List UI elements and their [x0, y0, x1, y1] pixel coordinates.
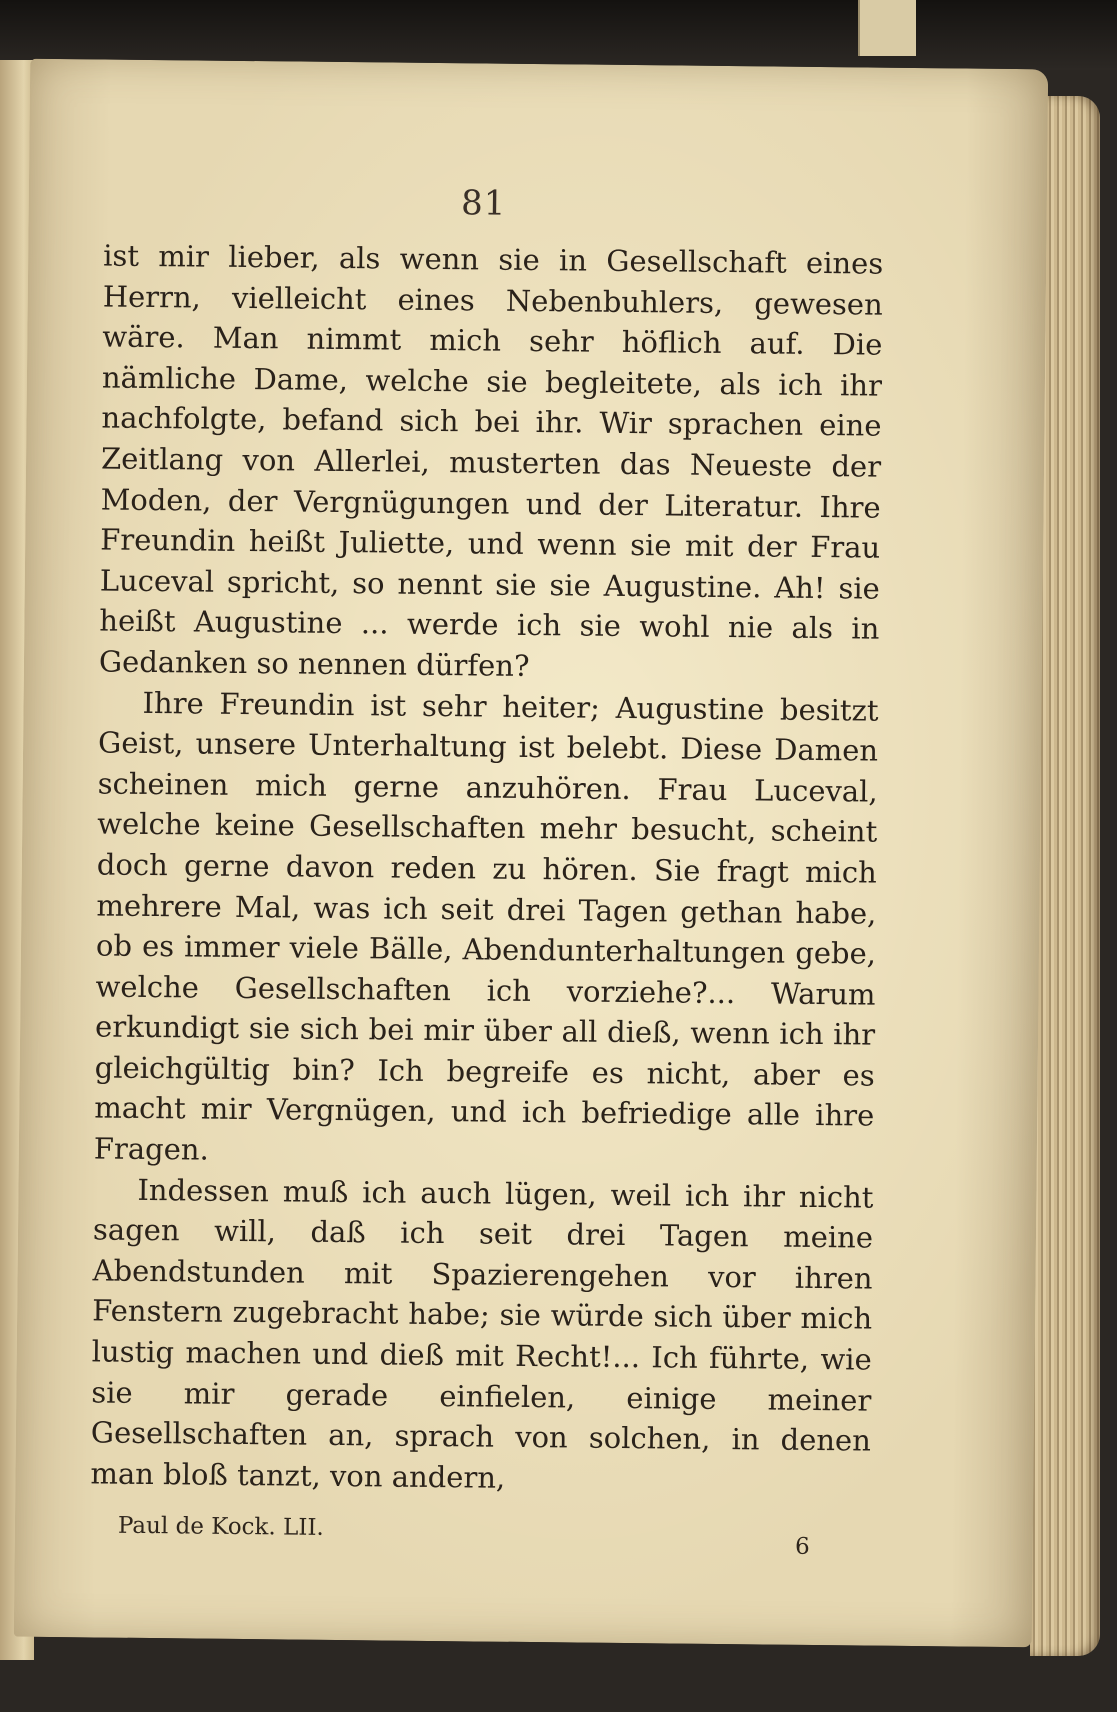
book-page [14, 59, 1048, 1648]
footer-author: Paul de Kock. LII. [117, 1512, 324, 1541]
page-footer [117, 1506, 878, 1560]
paper-tab [858, 0, 916, 56]
paragraph-3: Indessen muß ich auch lügen, weil ich ihr nicht sagen will, daß ich seit drei Tagen meine Abendstunden mit Spazierengehen vor ihren Fenstern zugebracht habe; sie würde sich über mich lustig machen und dieß mit Recht!... Ich führte, wie sie mir gerade einfielen, einige meiner Gesellschaften an, sprach von solchen, in denen man bloß tanzt, von andern, [90, 1172, 874, 1495]
body-text [90, 235, 883, 1502]
paragraph-1: ist mir lieber, als wenn sie in Gesellschaft eines Herrn, vielleicht eines Nebenbuhlers, gewesen wäre. Man nimmt mich sehr höflich auf. Die nämliche Dame, welche sie begleitete, als ich ihr nachfolgte, befand sich bei ihr. Wir sprachen eine Zeitlang von Allerlei, musterten das Neueste der Moden, der Vergnügungen und der Literatur. Ihre Freundin heißt Juliette, und wenn sie mit der Frau Luceval spricht, so nennt sie sie Augustine. Ah! sie heißt Augustine ... werde ich sie wohl nie als in Gedanken so nennen dürfen? [98, 238, 884, 683]
paragraph-2: Ihre Freundin ist sehr heiter; Augustine besitzt Geist, unsere Unterhaltung ist belebt. Diese Damen scheinen mich gerne anzuhören. Frau Luceval, welche keine Gesellschaften mehr besucht, scheint doch gerne davon reden zu hören. Sie fragt mich mehrere Mal, was ich seit drei Tagen gethan habe, ob es immer viele Bälle, Abendunterhaltungen gebe, welche Gesellschaften ich vorziehe?... Warum erkundigt sie sich bei mir über all dieß, wenn ich ihr gleichgültig bin? Ich begreife es nicht, aber es macht mir Vergnügen, und ich befriedige alle ihre Fragen. [93, 685, 879, 1167]
signature-mark: 6 [794, 1533, 810, 1560]
page-text-block [90, 179, 884, 1560]
page-number: 81 [460, 183, 507, 224]
